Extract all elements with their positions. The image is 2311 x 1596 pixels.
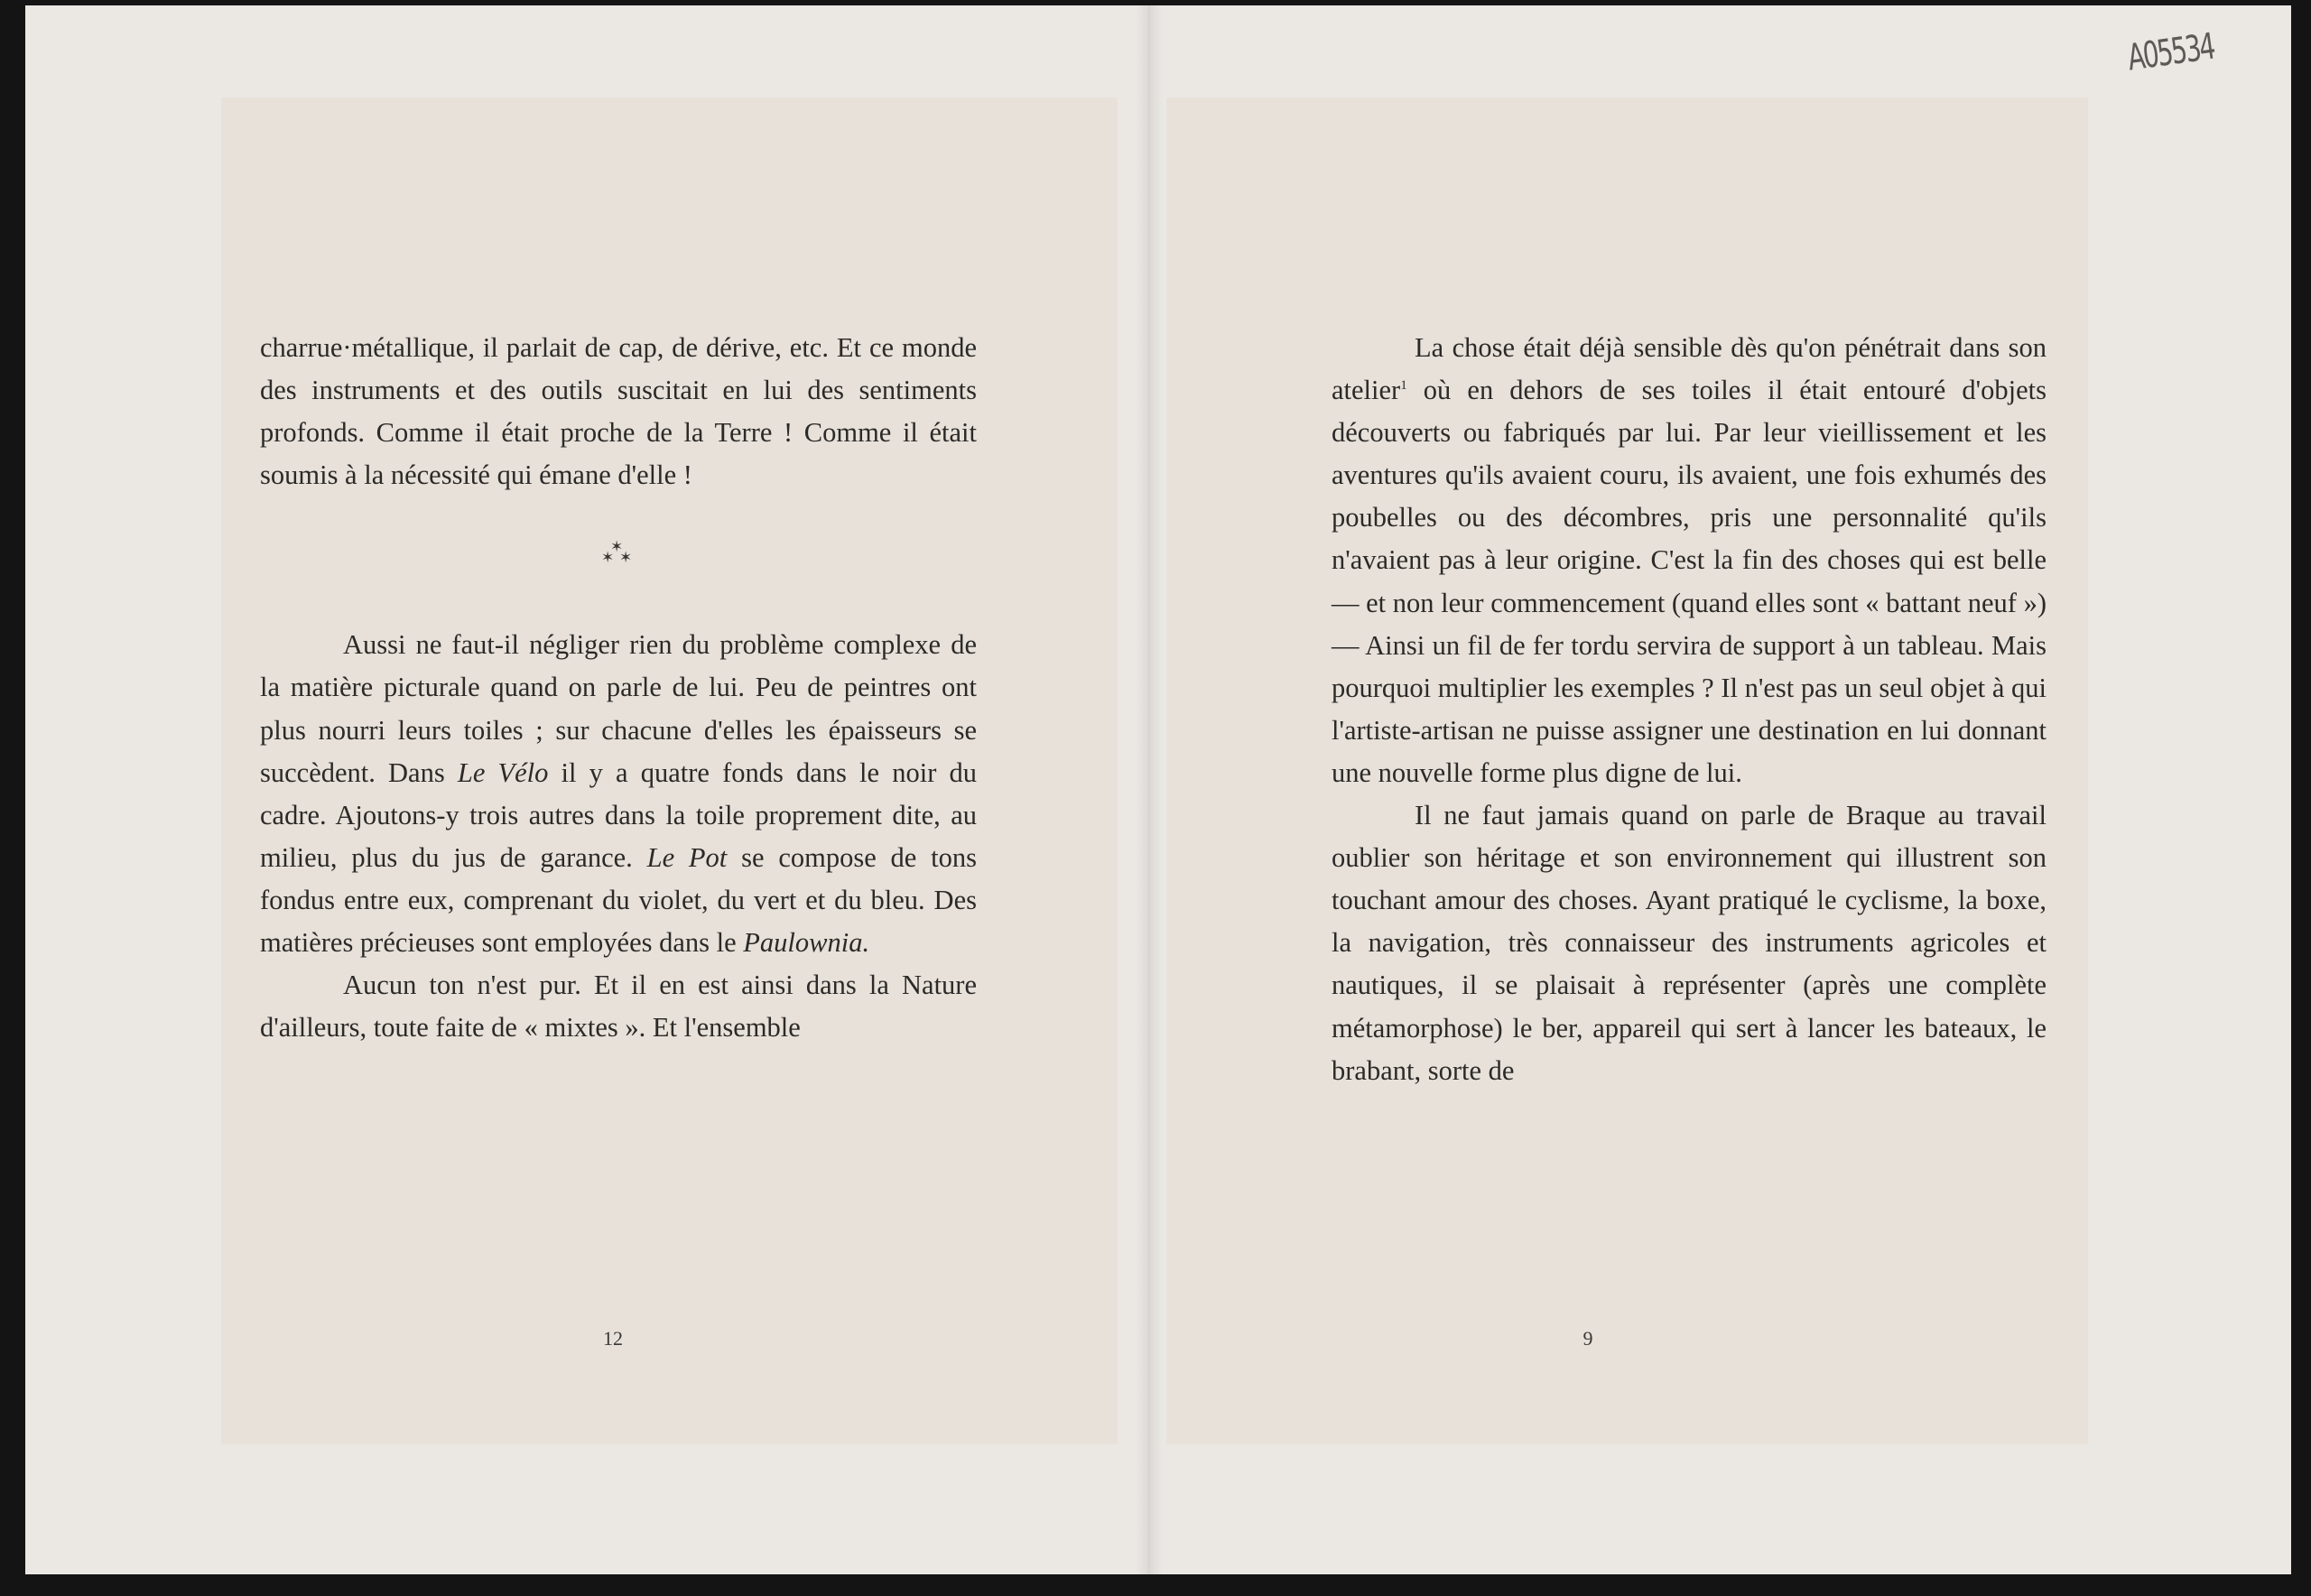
page-fold: [1136, 5, 1163, 1574]
paragraph: [260, 624, 977, 964]
text-run: où en dehors de ses toiles il était entouré d'objets découverts ou fabriqués par lui. Par leur vieillissement et les aventures qu'ils avaient couru, ils avaient, une fois exhumés des poubelles ou des décombres, pris une personnalité qu'ils n'avaient pas à leur origine. C'est la fin des choses qui est belle — et non leur commencement (quand elles sont « battant neuf ») — Ainsi un fil de fer tordu servira de support à un tableau. Mais pourquoi multiplier les exemples ? Il n'est pas un seul objet à qui l'artiste-artisan ne puisse assigner une destination en lui donnant une nouvelle forme plus digne de lui.: [1332, 375, 2046, 788]
artwork-title: Le Pot: [646, 841, 728, 873]
footnote-marker: 1: [1400, 377, 1407, 393]
paragraph: charrue·métallique, il parlait de cap, de dérive, etc. Et ce monde des instruments et des outils suscitait en lui des sentiments profonds. Comme il était proche de la Terre ! Comme il était soumis à la nécessité qui émane d'elle !: [260, 332, 977, 491]
text-run: La chose était déjà sensible dès qu'on pénétrait dans son atelier: [1332, 332, 2046, 406]
paragraph: Il ne faut jamais quand on parle de Braque au travail oublier son héritage et son environnement qui illustrent son touchant amour des choses. Ayant pratiqué le cyclisme, la boxe, la navigation, très connaisseur des instruments agricoles et nautiques, il se plaisait à représenter (après une complète métamorphose) le ber, appareil qui sert à lancer les bateaux, le brabant, sorte de: [1332, 800, 2046, 1086]
text-run: Aussi ne faut-il négliger rien du problème complexe de la matière picturale quand on parle de lui. Peu de peintres ont plus nourri leurs toiles ; sur chacune d'elles les épaisseurs se succèdent. Dans: [260, 629, 977, 788]
artwork-title: Le Vélo: [457, 756, 549, 788]
text-run: il y a quatre fonds dans le noir du cadre. Ajoutons-y trois autres dans la toile proprement dite, au milieu, plus du jus de garance.: [260, 756, 977, 873]
paragraph: [1332, 327, 2046, 794]
text-run: se compose de tons fondus entre eux, comprenant du violet, du vert et du bleu. Des matières précieuses sont employées dans le: [260, 841, 977, 959]
star-icon: ✶: [619, 549, 633, 567]
paragraph: Aucun ton n'est pur. Et il en est ainsi dans la Nature d'ailleurs, toute faite de « mixtes ». Et l'ensemble: [260, 970, 977, 1044]
page-number: 12: [603, 1327, 623, 1350]
star-icon: ✶: [601, 549, 615, 567]
artwork-title: Paulownia.: [743, 927, 870, 959]
left-page-text: [260, 327, 977, 1049]
page-number: 9: [1582, 1327, 1593, 1350]
asterism-ornament: [260, 496, 977, 624]
right-page-text: [1332, 327, 2046, 1092]
handwritten-inventory-mark: A05534: [2125, 25, 2217, 79]
star-icon: ✶: [610, 538, 624, 556]
